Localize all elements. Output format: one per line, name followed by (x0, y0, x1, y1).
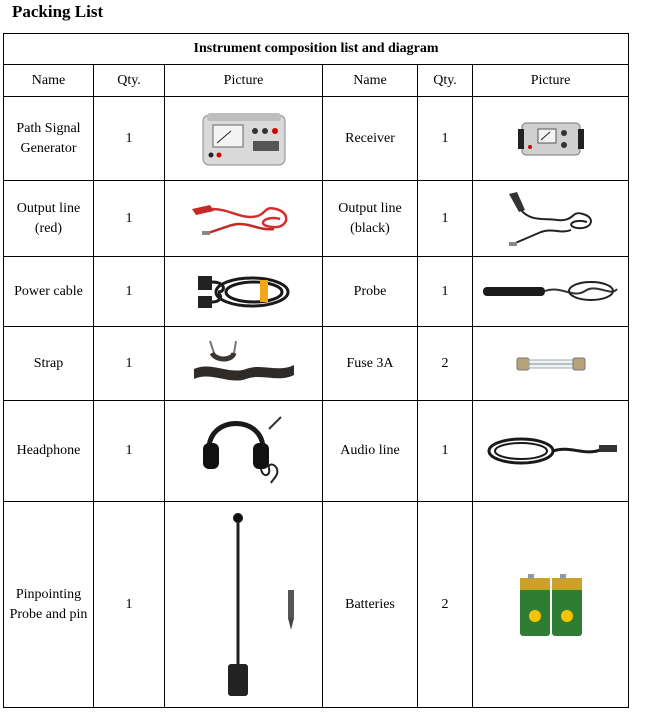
audio-cable-icon (481, 431, 621, 471)
item-qty: 1 (94, 502, 165, 708)
item-qty: 1 (418, 97, 473, 181)
item-name: Pinpointing Probe and pin (4, 502, 94, 708)
header-row (4, 65, 629, 97)
fuse-icon (515, 353, 587, 375)
red-clip-cable-icon (188, 195, 300, 243)
table-row (4, 181, 629, 257)
pinpointing-probe-icon (184, 510, 304, 700)
table-caption: Instrument composition list and diagram (4, 34, 629, 65)
item-picture (165, 181, 323, 257)
headphone-icon (199, 409, 289, 493)
item-qty: 1 (94, 97, 165, 181)
item-qty: 1 (94, 401, 165, 502)
item-qty: 2 (418, 327, 473, 401)
header-qty: Qty. (418, 65, 473, 97)
caption-row (4, 34, 629, 65)
table-row (4, 502, 629, 708)
item-name: Probe (323, 257, 418, 327)
header-picture: Picture (165, 65, 323, 97)
item-picture (165, 401, 323, 502)
battery-icon (516, 570, 586, 640)
header-name: Name (4, 65, 94, 97)
table-row (4, 401, 629, 502)
item-picture (165, 257, 323, 327)
item-name: Fuse 3A (323, 327, 418, 401)
item-qty: 1 (94, 257, 165, 327)
strap-icon (190, 335, 298, 393)
item-name: Strap (4, 327, 94, 401)
table-row (4, 97, 629, 181)
item-name: Audio line (323, 401, 418, 502)
header-picture: Picture (473, 65, 629, 97)
table-row (4, 257, 629, 327)
power-cable-icon (192, 270, 296, 314)
item-picture (473, 502, 629, 708)
item-qty: 1 (418, 257, 473, 327)
item-picture (473, 181, 629, 257)
item-picture (165, 97, 323, 181)
item-picture (165, 502, 323, 708)
probe-icon (481, 277, 621, 307)
item-name: Receiver (323, 97, 418, 181)
page-title: Packing List (12, 2, 104, 21)
item-name: Batteries (323, 502, 418, 708)
packing-list-table (3, 33, 629, 708)
item-name: Power cable (4, 257, 94, 327)
item-picture (473, 257, 629, 327)
header-name: Name (323, 65, 418, 97)
item-picture (473, 327, 629, 401)
signal-generator-icon (199, 109, 289, 169)
table-row (4, 327, 629, 401)
item-picture (473, 401, 629, 502)
item-picture (473, 97, 629, 181)
item-name: Headphone (4, 401, 94, 502)
item-qty: 1 (418, 401, 473, 502)
item-name: Output line (black) (323, 181, 418, 257)
header-qty: Qty. (94, 65, 165, 97)
item-qty: 1 (94, 181, 165, 257)
item-name: Path Signal Generator (4, 97, 94, 181)
item-qty: 2 (418, 502, 473, 708)
receiver-icon (516, 119, 586, 159)
black-clip-cable-icon (501, 188, 601, 250)
item-picture (165, 327, 323, 401)
item-qty: 1 (418, 181, 473, 257)
item-name: Output line (red) (4, 181, 94, 257)
item-qty: 1 (94, 327, 165, 401)
